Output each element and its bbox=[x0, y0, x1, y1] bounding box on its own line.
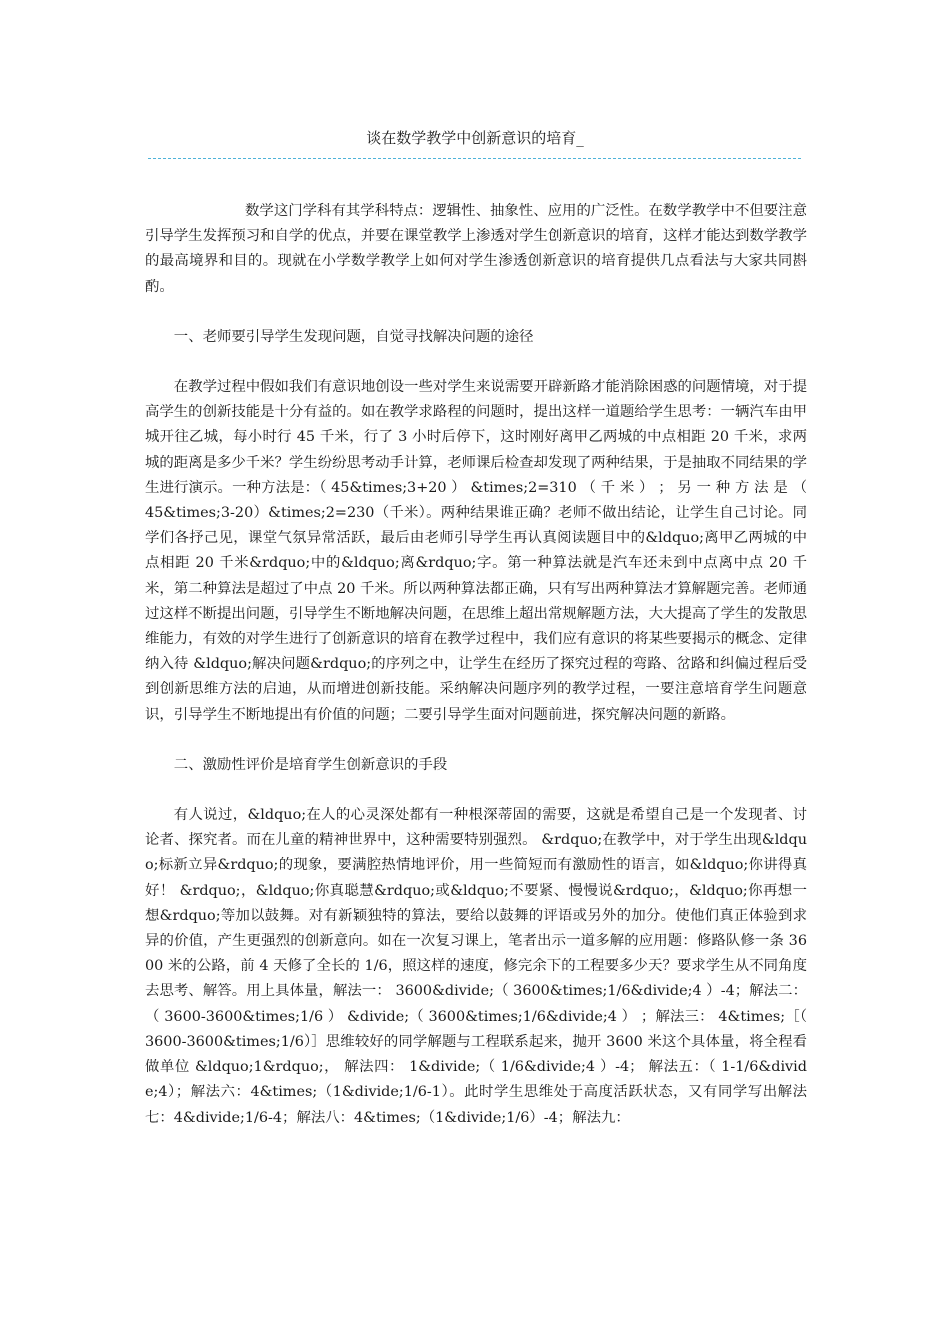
title-divider bbox=[148, 158, 801, 159]
paragraph-spacer bbox=[145, 350, 807, 375]
paragraph-spacer bbox=[145, 300, 807, 325]
intro-paragraph: 数学这门学科有其学科特点：逻辑性、抽象性、应用的广泛性。在数学教学中不但要注意引导学生发挥预习和自学的优点，并要在课堂教学上渗透对学生创新意识的培育，这样才能达到数学教学的最高境界和目的。现就在小学数学教学上如何对学生渗透创新意识的培育提供几点看法与大家共同斟酌。 bbox=[145, 203, 807, 295]
section-2-paragraph: 有人说过，&ldquo;在人的心灵深处都有一种根深蒂固的需要，这就是希望自己是一个发现者、讨论者、探究者。而在儿童的精神世界中，这种需要特别强烈。 &rdquo;在教学中，对于学生出现&ldquo;标新立异&rdquo;的现象，要满腔热情地评价，用一些简短而有激励性的语言，如&ldquo;你讲得真好！ &rdquo;，&ldquo;你真聪慧&rdquo;或&ldquo;不要紧、慢慢说&rdquo;，&ldquo;你再想一想&rdquo;等加以鼓舞。对有新颖独特的算法，要给以鼓舞的评语或另外的加分。使他们真正体验到求异的价值，产生更强烈的创新意向。如在一次复习课上，笔者出示一道多解的应用题：修路队修一条 3600 米的公路，前 4 天修了全长的 1/6，照这样的速度，修完余下的工程要多少天？要求学生从不同角度去思考、解答。用上具体量，解法一： 3600&divide;（ 3600&times;1/6&divide;4 ）-4；解法二：（ 3600-3600&times;1/6 ） &divide;（ 3600&times;1/6&divide;4 ） ；解法三： 4&times;［（ 3600-3600&times;1/6）］思维较好的同学解题与工程联系起来，抛开 3600 米这个具体量，将全程看做单位 &ldquo;1&rdquo;， 解法四： 1&divide;（ 1/6&divide;4 ）-4； 解法五：（ 1-1/6&divide;4）；解法六：4&times;（1&divide;1/6-1）。此时学生思维处于高度活跃状态，又有同学写出解法七：4&divide;1/6-4；解法八：4&times;（1&divide;1/6）-4；解法九： bbox=[145, 807, 807, 1126]
section-heading-2: 二、激励性评价是培育学生创新意识的手段 bbox=[173, 756, 448, 773]
document-body bbox=[145, 199, 807, 1131]
section-1-paragraph: 在教学过程中假如我们有意识地创设一些对学生来说需要开辟新路才能消除困惑的问题情境，对于提高学生的创新技能是十分有益的。如在教学求路程的问题时，提出这样一道题给学生思考：一辆汽车由甲城开往乙城，每小时行 45 千米，行了 3 小时后停下，这时刚好离甲乙两城的中点相距 20 千米，求两城的距离是多少千米？学生纷纷思考动手计算，老师课后检查却发现了两种结果，于是抽取不同结果的学生进行演示。一种方法是：（ 45&times;3+20 ） &times;2=310 （ 千 米 ） ； 另 一 种 方 法 是 （ 45&times;3-20）&times;2=230（千米）。两种结果谁正确？老师不做出结论，让学生自己讨论。同学们各抒己见，课堂气氛异常活跃，最后由老师引导学生再认真阅读题目中的&ldquo;离甲乙两城的中点相距 20 千米&rdquo;中的&ldquo;离&rdquo;字。第一种算法就是汽车还未到中点离中点 20 千米，第二种算法是超过了中点 20 千米。所以两种算法都正确，只有写出两种算法才算解题完善。老师通过这样不断提出问题，引导学生不断地解决问题，在思维上超出常规解题方法，大大提高了学生的发散思维能力，有效的对学生进行了创新意识的培育在教学过程中，我们应有意识的将某些要揭示的概念、定律纳入待 &ldquo;解决问题&rdquo;的序列之中，让学生在经历了探究过程的弯路、岔路和纠偏过程后受到创新思维方法的启迪，从而增进创新技能。采纳解决问题序列的教学过程，一要注意培育学生问题意识，引导学生不断地提出有价值的问题；二要引导学生面对问题前进，探究解决问题的新路。 bbox=[145, 379, 807, 723]
section-heading-1: 一、老师要引导学生发现问题，自觉寻找解决问题的途径 bbox=[173, 328, 534, 345]
paragraph-spacer bbox=[145, 728, 807, 753]
paragraph-spacer bbox=[145, 778, 807, 803]
document-title: 谈在数学教学中创新意识的培育_ bbox=[366, 129, 584, 147]
